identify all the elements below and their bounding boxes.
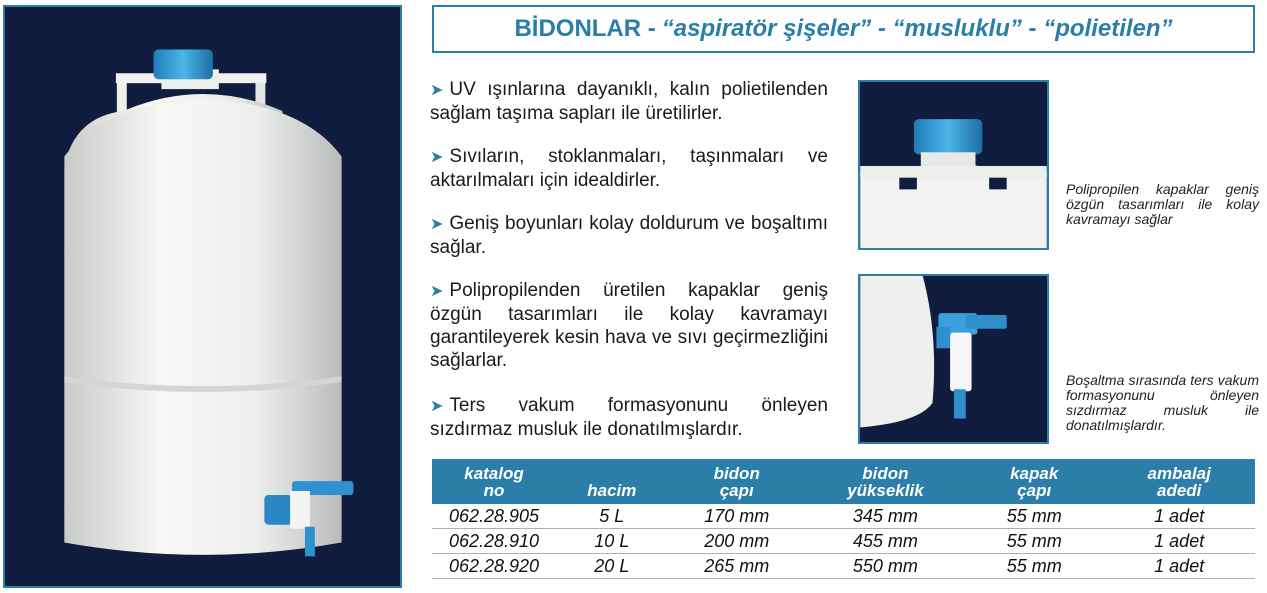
tap-handle-icon (966, 315, 1007, 329)
header-cap-diameter: kapak çapı (965, 459, 1103, 504)
carboy-illustration (5, 7, 400, 586)
feature-item: ➤ UV ışınlarına dayanıklı, kalın polietilenden sağlam taşıma sapları ile üretilirler. (430, 79, 828, 124)
feature-list (430, 78, 828, 461)
header-package-qty: ambalaj adedi (1103, 459, 1255, 504)
cap-icon (153, 50, 212, 80)
tap-detail-photo (858, 274, 1049, 444)
feature-item: ➤ Geniş boyunları kolay doldurum ve boşaltımı sağlar. (430, 213, 828, 258)
cap-icon (914, 119, 982, 154)
catalog-table (432, 459, 1255, 579)
title-sub: “aspiratör şişeler” - “musluklu” - “polietilen” (661, 15, 1173, 42)
feature-item: ➤ Sıvıların, stoklanmaları, taşınmaları ve aktarılmaları için idealdirler. (430, 146, 828, 191)
carboy-photo (3, 5, 402, 588)
cap-detail-illustration (860, 82, 1047, 248)
header-catalog-no: katalog no (432, 459, 556, 504)
arrow-icon: ➤ (430, 82, 444, 99)
header-volume: hacim (556, 459, 668, 504)
tap-detail-illustration (860, 276, 1047, 442)
arrow-icon: ➤ (430, 149, 444, 166)
header-height: bidon yükseklik (806, 459, 965, 504)
feature-item: ➤ Polipropilenden üretilen kapaklar geniş özgün tasarımları ile kolay kavramayı garantileyerek kesin hava ve sıvı geçirmezliğini sağlarlar. (430, 280, 828, 371)
table-row: 062.28.920 20 L 265 mm 550 mm 55 mm 1 adet (432, 554, 1255, 579)
table-row: 062.28.910 10 L 200 mm 455 mm 55 mm 1 adet (432, 529, 1255, 554)
table-header-row (432, 459, 1255, 504)
table-row: 062.28.905 5 L 170 mm 345 mm 55 mm 1 adet (432, 504, 1255, 529)
cap-detail-photo (858, 80, 1049, 250)
header-diameter: bidon çapı (668, 459, 806, 504)
tap-caption: Boşaltma sırasında ters vakum formasyonunu önleyen sızdırmaz musluk ile donatılmışlardır. (1066, 372, 1259, 433)
arrow-icon: ➤ (430, 216, 444, 233)
arrow-icon: ➤ (430, 283, 444, 300)
title-main: BİDONLAR - (514, 15, 656, 42)
page-title (432, 5, 1255, 53)
cap-caption: Polipropilen kapaklar geniş özgün tasarımları ile kolay kavramayı sağlar (1066, 181, 1259, 227)
arrow-icon: ➤ (430, 398, 444, 415)
feature-item: ➤ Ters vakum formasyonunu önleyen sızdırmaz musluk ile donatılmışlardır. (430, 395, 828, 440)
